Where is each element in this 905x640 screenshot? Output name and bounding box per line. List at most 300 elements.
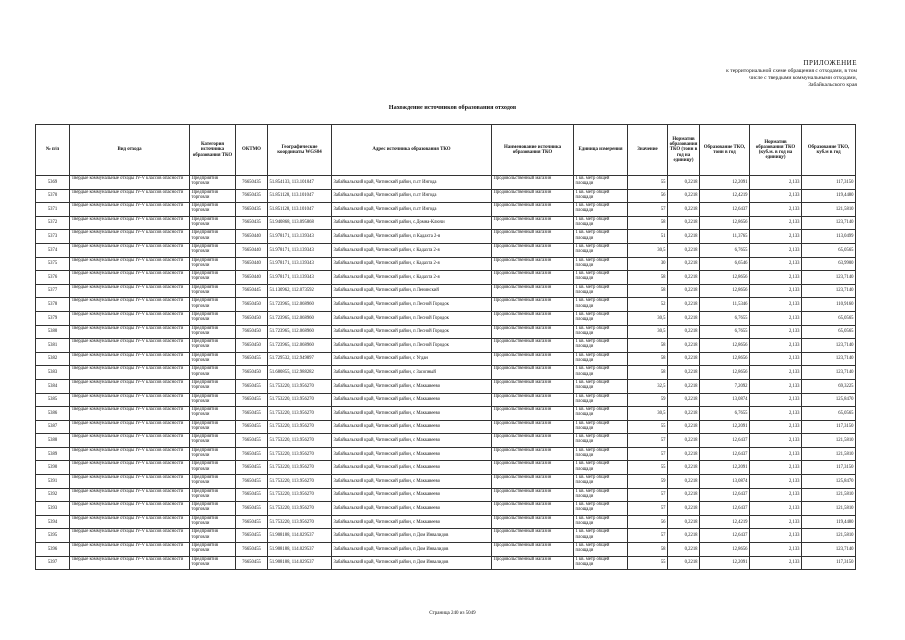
cell-norm-cubic: 2,133: [750, 230, 802, 244]
cell-coordinates: 51.978171, 113.139343: [268, 243, 332, 257]
cell-cubic-per-year: 121,5810: [802, 447, 856, 461]
cell-tonnes-per-year: 12,4219: [700, 189, 750, 203]
cell-norm-tonnes: 0,2218: [668, 475, 700, 489]
cell-source-category: Предприятия торговли: [190, 176, 236, 190]
cell-source-category: Предприятия торговли: [190, 271, 236, 285]
cell-cubic-per-year: 65,0565: [802, 311, 856, 325]
table-row: [36, 189, 856, 203]
cell-tonnes-per-year: 6,7655: [700, 311, 750, 325]
cell-oktmo-code: 76650450: [236, 339, 268, 353]
cell-row-number: 5392: [36, 488, 70, 502]
cell-source-name: Продовольственный магазин: [492, 529, 574, 543]
cell-unit: 1 кв. метр общей площади: [574, 515, 628, 529]
cell-tonnes-per-year: 12,8656: [700, 216, 750, 230]
cell-unit: 1 кв. метр общей площади: [574, 176, 628, 190]
cell-norm-tonnes: 0,2218: [668, 325, 700, 339]
table-row: [36, 203, 856, 217]
cell-oktmo-code: 76650455: [236, 447, 268, 461]
waste-sources-table: [35, 124, 856, 570]
cell-row-number: 5374: [36, 243, 70, 257]
cell-unit: 1 кв. метр общей площади: [574, 502, 628, 516]
cell-oktmo-code: 76650455: [236, 461, 268, 475]
cell-waste-type: Твёрдые коммунальные отходы IV-V классов опасности: [70, 325, 190, 339]
cell-norm-cubic: 2,133: [750, 366, 802, 380]
cell-value: 30,5: [628, 325, 668, 339]
cell-oktmo-code: 76650435: [236, 176, 268, 190]
cell-source-name: Продовольственный магазин: [492, 461, 574, 475]
cell-value: 57: [628, 529, 668, 543]
cell-source-category: Предприятия торговли: [190, 352, 236, 366]
cell-unit: 1 кв. метр общей площади: [574, 284, 628, 298]
cell-coordinates: 51.851128, 113.101047: [268, 189, 332, 203]
cell-norm-cubic: 2,133: [750, 379, 802, 393]
cell-norm-tonnes: 0,2218: [668, 352, 700, 366]
table-row: [36, 488, 856, 502]
cell-row-number: 5382: [36, 352, 70, 366]
appendix-line: числе с твердыми коммунальными отходами,: [749, 75, 857, 81]
cell-source-name: Продовольственный магазин: [492, 447, 574, 461]
cell-coordinates: 51.753220, 113.956270: [268, 393, 332, 407]
cell-source-category: Предприятия торговли: [190, 529, 236, 543]
cell-unit: 1 кв. метр общей площади: [574, 325, 628, 339]
cell-coordinates: 51.978171, 113.139343: [268, 271, 332, 285]
cell-norm-tonnes: 0,2218: [668, 243, 700, 257]
cell-cubic-per-year: 123,7140: [802, 339, 856, 353]
cell-tonnes-per-year: 12,6437: [700, 502, 750, 516]
cell-source-name: Продовольственный магазин: [492, 189, 574, 203]
cell-row-number: 5378: [36, 298, 70, 312]
cell-unit: 1 кв. метр общей площади: [574, 189, 628, 203]
page-footer: Страница 240 из 5049: [429, 611, 476, 616]
cell-tonnes-per-year: 6,6546: [700, 257, 750, 271]
cell-source-category: Предприятия торговли: [190, 339, 236, 353]
table-row: [36, 257, 856, 271]
col-header-source-category: Категория источника образования ТКО: [190, 125, 236, 176]
cell-norm-tonnes: 0,2218: [668, 379, 700, 393]
col-header-norm-tonnes: Норматив образования ТКО (тонн в год на единицу): [668, 125, 700, 176]
cell-oktmo-code: 76650445: [236, 284, 268, 298]
cell-source-category: Предприятия торговли: [190, 216, 236, 230]
cell-unit: 1 кв. метр общей площади: [574, 461, 628, 475]
table-body: [36, 176, 856, 570]
cell-value: 51: [628, 230, 668, 244]
cell-cubic-per-year: 117,3150: [802, 556, 856, 570]
cell-source-category: Предприятия торговли: [190, 502, 236, 516]
cell-norm-cubic: 2,133: [750, 407, 802, 421]
cell-waste-type: Твёрдые коммунальные отходы IV-V классов опасности: [70, 311, 190, 325]
cell-norm-cubic: 2,133: [750, 420, 802, 434]
cell-norm-tonnes: 0,2218: [668, 176, 700, 190]
cell-value: 30,5: [628, 243, 668, 257]
cell-norm-tonnes: 0,2218: [668, 407, 700, 421]
cell-source-category: Предприятия торговли: [190, 543, 236, 557]
cell-unit: 1 кв. метр общей площади: [574, 243, 628, 257]
cell-unit: 1 кв. метр общей площади: [574, 447, 628, 461]
cell-norm-tonnes: 0,2218: [668, 420, 700, 434]
cell-source-category: Предприятия торговли: [190, 230, 236, 244]
cell-norm-cubic: 2,133: [750, 434, 802, 448]
table-row: [36, 230, 856, 244]
cell-source-category: Предприятия торговли: [190, 284, 236, 298]
table-row: [36, 298, 856, 312]
cell-norm-tonnes: 0,2218: [668, 257, 700, 271]
cell-norm-tonnes: 0,2218: [668, 515, 700, 529]
table-row: [36, 325, 856, 339]
cell-waste-type: Твёрдые коммунальные отходы IV-V классов опасности: [70, 420, 190, 434]
cell-value: 57: [628, 434, 668, 448]
cell-norm-cubic: 2,133: [750, 176, 802, 190]
cell-oktmo-code: 76650440: [236, 271, 268, 285]
cell-oktmo-code: 76650440: [236, 257, 268, 271]
table-row: [36, 216, 856, 230]
table-row: [36, 502, 856, 516]
cell-address: Забайкальский край, Читинский район, п Лесной Городок: [332, 339, 492, 353]
cell-waste-type: Твёрдые коммунальные отходы IV-V классов опасности: [70, 379, 190, 393]
cell-waste-type: Твёрдые коммунальные отходы IV-V классов опасности: [70, 366, 190, 380]
cell-address: Забайкальский край, Читинский район, с Маккавеево: [332, 420, 492, 434]
cell-source-name: Продовольственный магазин: [492, 203, 574, 217]
cell-value: 58: [628, 271, 668, 285]
cell-norm-tonnes: 0,2218: [668, 393, 700, 407]
cell-value: 57: [628, 447, 668, 461]
cell-coordinates: 51.753220, 113.956270: [268, 475, 332, 489]
cell-cubic-per-year: 125,8470: [802, 393, 856, 407]
cell-unit: 1 кв. метр общей площади: [574, 203, 628, 217]
cell-unit: 1 кв. метр общей площади: [574, 311, 628, 325]
cell-source-name: Продовольственный магазин: [492, 502, 574, 516]
col-header-cubic-per-year: Образование ТКО, куб.м в год: [802, 125, 856, 176]
document-title: Нахождение источников образования отходов: [388, 104, 517, 111]
table-row: [36, 447, 856, 461]
cell-tonnes-per-year: 12,6437: [700, 434, 750, 448]
cell-source-name: Продовольственный магазин: [492, 393, 574, 407]
cell-address: Забайкальский край, Читинский район, с Маккавеево: [332, 461, 492, 475]
cell-cubic-per-year: 121,5810: [802, 502, 856, 516]
cell-unit: 1 кв. метр общей площади: [574, 298, 628, 312]
cell-oktmo-code: 76650455: [236, 352, 268, 366]
cell-oktmo-code: 76650455: [236, 420, 268, 434]
cell-address: Забайкальский край, Читинский район, п Дом Инвалидов: [332, 543, 492, 557]
cell-source-category: Предприятия торговли: [190, 447, 236, 461]
table-row: [36, 393, 856, 407]
cell-oktmo-code: 76650455: [236, 502, 268, 516]
cell-waste-type: Твёрдые коммунальные отходы IV-V классов опасности: [70, 243, 190, 257]
table-row: [36, 339, 856, 353]
cell-source-category: Предприятия торговли: [190, 311, 236, 325]
cell-waste-type: Твёрдые коммунальные отходы IV-V классов опасности: [70, 475, 190, 489]
cell-value: 59: [628, 393, 668, 407]
cell-row-number: 5384: [36, 379, 70, 393]
cell-waste-type: Твёрдые коммунальные отходы IV-V классов опасности: [70, 257, 190, 271]
cell-row-number: 5394: [36, 515, 70, 529]
cell-address: Забайкальский край, Читинский район, с.Домна-Ключи: [332, 216, 492, 230]
cell-source-category: Предприятия торговли: [190, 420, 236, 434]
cell-coordinates: 51.753220, 113.956270: [268, 502, 332, 516]
cell-cubic-per-year: 69,3225: [802, 379, 856, 393]
cell-value: 59: [628, 475, 668, 489]
cell-norm-tonnes: 0,2218: [668, 298, 700, 312]
cell-unit: 1 кв. метр общей площади: [574, 556, 628, 570]
cell-source-name: Продовольственный магазин: [492, 379, 574, 393]
cell-cubic-per-year: 125,8470: [802, 475, 856, 489]
cell-tonnes-per-year: 11,5346: [700, 298, 750, 312]
table-row: [36, 271, 856, 285]
cell-coordinates: 51.723965, 112.068960: [268, 298, 332, 312]
cell-address: Забайкальский край, Читинский район, п Ленинский: [332, 284, 492, 298]
cell-address: Забайкальский край, Читинский район, с Маккавеево: [332, 447, 492, 461]
cell-waste-type: Твёрдые коммунальные отходы IV-V классов опасности: [70, 488, 190, 502]
cell-source-name: Продовольственный магазин: [492, 339, 574, 353]
cell-waste-type: Твёрдые коммунальные отходы IV-V классов опасности: [70, 216, 190, 230]
cell-value: 55: [628, 556, 668, 570]
cell-unit: 1 кв. метр общей площади: [574, 434, 628, 448]
cell-cubic-per-year: 117,3150: [802, 420, 856, 434]
cell-value: 55: [628, 176, 668, 190]
cell-oktmo-code: 76650450: [236, 366, 268, 380]
cell-address: Забайкальский край, Читинский район, с Маккавеево: [332, 488, 492, 502]
cell-source-name: Продовольственный магазин: [492, 543, 574, 557]
cell-source-name: Продовольственный магазин: [492, 475, 574, 489]
cell-row-number: 5376: [36, 271, 70, 285]
cell-waste-type: Твёрдые коммунальные отходы IV-V классов опасности: [70, 284, 190, 298]
cell-norm-cubic: 2,133: [750, 556, 802, 570]
cell-coordinates: 51.753220, 113.956270: [268, 379, 332, 393]
cell-cubic-per-year: 110,9160: [802, 298, 856, 312]
cell-source-category: Предприятия торговли: [190, 488, 236, 502]
cell-norm-cubic: 2,133: [750, 325, 802, 339]
cell-cubic-per-year: 121,5810: [802, 488, 856, 502]
cell-norm-cubic: 2,133: [750, 298, 802, 312]
cell-coordinates: 51.978171, 113.139343: [268, 257, 332, 271]
cell-waste-type: Твёрдые коммунальные отходы IV-V классов опасности: [70, 461, 190, 475]
cell-tonnes-per-year: 6,7655: [700, 407, 750, 421]
cell-norm-cubic: 2,133: [750, 216, 802, 230]
cell-value: 55: [628, 420, 668, 434]
cell-unit: 1 кв. метр общей площади: [574, 475, 628, 489]
cell-norm-cubic: 2,133: [750, 257, 802, 271]
cell-unit: 1 кв. метр общей площади: [574, 529, 628, 543]
appendix-block: [657, 60, 857, 89]
cell-value: 57: [628, 203, 668, 217]
cell-source-category: Предприятия торговли: [190, 243, 236, 257]
cell-coordinates: 51.729532, 112.949897: [268, 352, 332, 366]
cell-address: Забайкальский край, Читинский район, п Дом Инвалидов: [332, 556, 492, 570]
cell-source-name: Продовольственный магазин: [492, 556, 574, 570]
col-header-oktmo: ОКТМО: [236, 125, 268, 176]
cell-norm-tonnes: 0,2218: [668, 216, 700, 230]
col-header-number: № п/п: [36, 125, 70, 176]
cell-address: Забайкальский край, Читинский район, с Маккавеево: [332, 393, 492, 407]
cell-oktmo-code: 76650440: [236, 243, 268, 257]
cell-coordinates: 51.753220, 113.956270: [268, 515, 332, 529]
cell-coordinates: 51.723965, 112.068960: [268, 325, 332, 339]
table-row: [36, 420, 856, 434]
cell-norm-tonnes: 0,2218: [668, 447, 700, 461]
cell-address: Забайкальский край, Читинский район, с Маккавеево: [332, 379, 492, 393]
cell-waste-type: Твёрдые коммунальные отходы IV-V классов опасности: [70, 447, 190, 461]
cell-value: 58: [628, 216, 668, 230]
cell-waste-type: Твёрдые коммунальные отходы IV-V классов опасности: [70, 189, 190, 203]
cell-source-name: Продовольственный магазин: [492, 311, 574, 325]
cell-value: 56: [628, 189, 668, 203]
cell-waste-type: Твёрдые коммунальные отходы IV-V классов опасности: [70, 352, 190, 366]
cell-value: 52: [628, 298, 668, 312]
cell-waste-type: Твёрдые коммунальные отходы IV-V классов опасности: [70, 543, 190, 557]
cell-tonnes-per-year: 12,2091: [700, 176, 750, 190]
cell-value: 58: [628, 543, 668, 557]
cell-source-category: Предприятия торговли: [190, 366, 236, 380]
cell-row-number: 5397: [36, 556, 70, 570]
table-row: [36, 311, 856, 325]
table-row: [36, 407, 856, 421]
cell-norm-tonnes: 0,2218: [668, 203, 700, 217]
cell-address: Забайкальский край, Читинский район, с Маккавеево: [332, 434, 492, 448]
cell-source-category: Предприятия торговли: [190, 203, 236, 217]
cell-address: Забайкальский край, Читинский район, с Маккавеево: [332, 502, 492, 516]
cell-source-category: Предприятия торговли: [190, 189, 236, 203]
cell-tonnes-per-year: 12,8656: [700, 543, 750, 557]
cell-source-category: Предприятия торговли: [190, 475, 236, 489]
cell-norm-tonnes: 0,2218: [668, 461, 700, 475]
cell-row-number: 5390: [36, 461, 70, 475]
cell-oktmo-code: 76650455: [236, 434, 268, 448]
cell-norm-tonnes: 0,2218: [668, 230, 700, 244]
cell-norm-cubic: 2,133: [750, 515, 802, 529]
cell-coordinates: 51.851128, 113.101047: [268, 203, 332, 217]
cell-tonnes-per-year: 12,6437: [700, 447, 750, 461]
col-header-source-name: Наименование источника образования ТКО: [492, 125, 574, 176]
cell-waste-type: Твёрдые коммунальные отходы IV-V классов опасности: [70, 434, 190, 448]
cell-source-category: Предприятия торговли: [190, 393, 236, 407]
cell-value: 30,5: [628, 311, 668, 325]
cell-tonnes-per-year: 12,2091: [700, 420, 750, 434]
cell-tonnes-per-year: 12,6437: [700, 488, 750, 502]
cell-norm-tonnes: 0,2218: [668, 311, 700, 325]
cell-oktmo-code: 76650435: [236, 189, 268, 203]
cell-coordinates: 51.680855, 112.988282: [268, 366, 332, 380]
appendix-line: Забайкальского края: [808, 82, 857, 88]
cell-source-name: Продовольственный магазин: [492, 271, 574, 285]
cell-unit: 1 кв. метр общей площади: [574, 488, 628, 502]
cell-unit: 1 кв. метр общей площади: [574, 271, 628, 285]
table-row: [36, 515, 856, 529]
cell-address: Забайкальский край, Читинский район, п.ст Ингода: [332, 203, 492, 217]
cell-tonnes-per-year: 12,4219: [700, 515, 750, 529]
cell-norm-cubic: 2,133: [750, 502, 802, 516]
table-row: [36, 366, 856, 380]
cell-address: Забайкальский край, Читинский район, п Лесной Городок: [332, 298, 492, 312]
cell-cubic-per-year: 117,3150: [802, 461, 856, 475]
cell-cubic-per-year: 65,0565: [802, 325, 856, 339]
cell-source-name: Продовольственный магазин: [492, 257, 574, 271]
cell-unit: 1 кв. метр общей площади: [574, 543, 628, 557]
cell-unit: 1 кв. метр общей площади: [574, 393, 628, 407]
cell-value: 57: [628, 502, 668, 516]
cell-value: 56: [628, 515, 668, 529]
cell-oktmo-code: 76650435: [236, 216, 268, 230]
cell-coordinates: 51.753220, 113.956270: [268, 407, 332, 421]
cell-waste-type: Твёрдые коммунальные отходы IV-V классов опасности: [70, 502, 190, 516]
cell-value: 58: [628, 339, 668, 353]
cell-source-category: Предприятия торговли: [190, 434, 236, 448]
cell-unit: 1 кв. метр общей площади: [574, 352, 628, 366]
cell-norm-tonnes: 0,2218: [668, 529, 700, 543]
cell-norm-cubic: 2,133: [750, 352, 802, 366]
cell-cubic-per-year: 117,3150: [802, 176, 856, 190]
cell-tonnes-per-year: 12,8656: [700, 284, 750, 298]
cell-row-number: 5395: [36, 529, 70, 543]
cell-tonnes-per-year: 12,8656: [700, 366, 750, 380]
cell-tonnes-per-year: 12,8656: [700, 271, 750, 285]
cell-waste-type: Твёрдые коммунальные отходы IV-V классов опасности: [70, 230, 190, 244]
cell-cubic-per-year: 119,4480: [802, 515, 856, 529]
cell-row-number: 5369: [36, 176, 70, 190]
cell-waste-type: Твёрдые коммунальные отходы IV-V классов опасности: [70, 203, 190, 217]
cell-address: Забайкальский край, Читинский район, п Кадахта 2-я: [332, 230, 492, 244]
cell-source-category: Предприятия торговли: [190, 556, 236, 570]
cell-oktmo-code: 76650450: [236, 298, 268, 312]
table-row: [36, 352, 856, 366]
cell-tonnes-per-year: 12,6437: [700, 203, 750, 217]
col-header-coordinates: Географические координаты WGS84: [268, 125, 332, 176]
cell-value: 30,5: [628, 407, 668, 421]
cell-tonnes-per-year: 12,8656: [700, 352, 750, 366]
cell-norm-cubic: 2,133: [750, 461, 802, 475]
cell-row-number: 5396: [36, 543, 70, 557]
cell-coordinates: 51.978171, 113.139343: [268, 230, 332, 244]
cell-unit: 1 кв. метр общей площади: [574, 257, 628, 271]
table-row: [36, 475, 856, 489]
cell-source-category: Предприятия торговли: [190, 325, 236, 339]
cell-source-category: Предприятия торговли: [190, 407, 236, 421]
cell-coordinates: 51.753220, 113.956270: [268, 420, 332, 434]
cell-cubic-per-year: 121,5810: [802, 203, 856, 217]
cell-address: Забайкальский край, Читинский район, с Кадахта 2-я: [332, 243, 492, 257]
cell-source-name: Продовольственный магазин: [492, 298, 574, 312]
col-header-address: Адрес источника образования ТКО: [332, 125, 492, 176]
cell-norm-cubic: 2,133: [750, 488, 802, 502]
cell-source-name: Продовольственный магазин: [492, 407, 574, 421]
cell-cubic-per-year: 123,7140: [802, 216, 856, 230]
table-row: [36, 543, 856, 557]
cell-oktmo-code: 76650440: [236, 230, 268, 244]
cell-norm-tonnes: 0,2218: [668, 339, 700, 353]
cell-coordinates: 51.723965, 112.068960: [268, 339, 332, 353]
cell-tonnes-per-year: 12,8656: [700, 339, 750, 353]
col-header-tonnes-per-year: Образование ТКО, тонн в год: [700, 125, 750, 176]
cell-address: Забайкальский край, Читинский район, с Кадахта 2-я: [332, 271, 492, 285]
cell-norm-cubic: 2,133: [750, 203, 802, 217]
cell-unit: 1 кв. метр общей площади: [574, 379, 628, 393]
cell-oktmo-code: 76650455: [236, 515, 268, 529]
cell-waste-type: Твёрдые коммунальные отходы IV-V классов опасности: [70, 556, 190, 570]
cell-waste-type: Твёрдые коммунальные отходы IV-V классов опасности: [70, 271, 190, 285]
cell-cubic-per-year: 123,7140: [802, 366, 856, 380]
cell-tonnes-per-year: 12,2091: [700, 461, 750, 475]
cell-source-category: Предприятия торговли: [190, 461, 236, 475]
cell-oktmo-code: 76650455: [236, 407, 268, 421]
cell-unit: 1 кв. метр общей площади: [574, 407, 628, 421]
cell-source-name: Продовольственный магазин: [492, 434, 574, 448]
cell-coordinates: 51.753220, 113.956270: [268, 488, 332, 502]
cell-source-name: Продовольственный магазин: [492, 515, 574, 529]
cell-coordinates: 51.753220, 113.956270: [268, 434, 332, 448]
cell-tonnes-per-year: 13,0874: [700, 475, 750, 489]
cell-norm-tonnes: 0,2218: [668, 556, 700, 570]
cell-address: Забайкальский край, Читинский район, с Маккавеево: [332, 515, 492, 529]
cell-norm-tonnes: 0,2218: [668, 284, 700, 298]
cell-norm-cubic: 2,133: [750, 529, 802, 543]
